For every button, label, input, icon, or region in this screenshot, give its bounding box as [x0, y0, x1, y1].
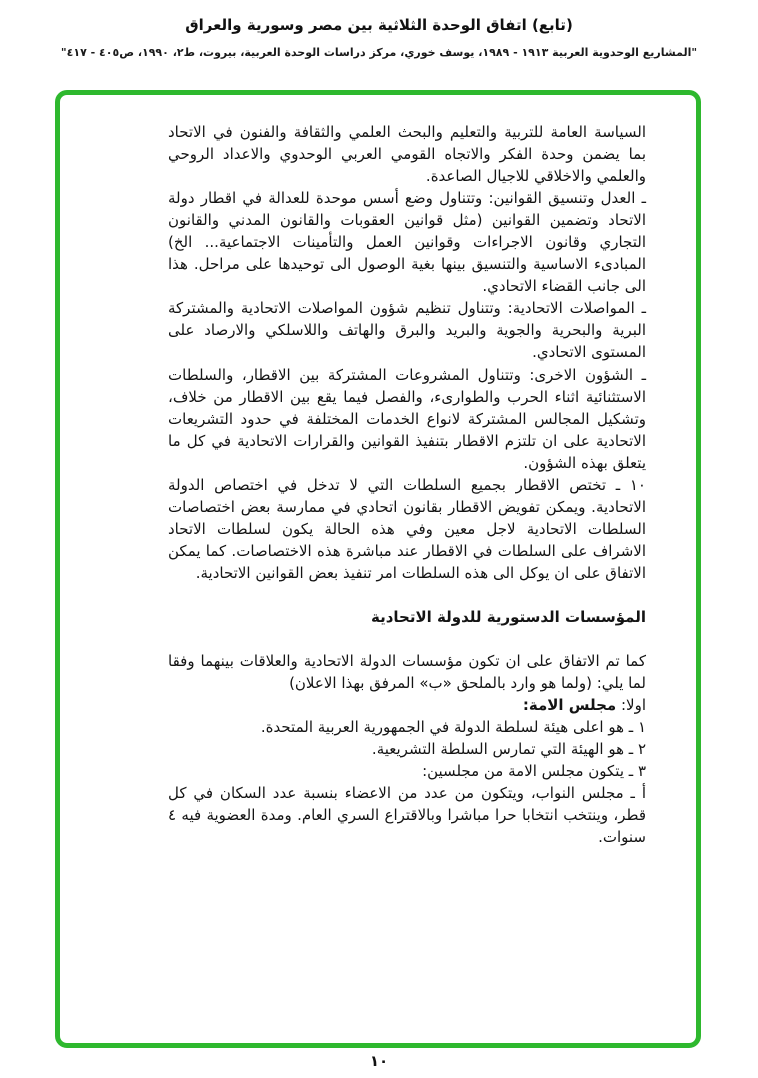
numbered-item-2: ٢ ـ هو الهيئة التي تمارس السلطة التشريعية.: [371, 740, 646, 759]
document-body: [60, 95, 696, 868]
section-heading-constitutional-institutions: المؤسسات الدستورية للدولة الاتحادية: [371, 607, 646, 626]
document-source-citation: "المشاريع الوحدوية العربية ١٩١٣ - ١٩٨٩، يوسف خوري، مركز دراسات الوحدة العربية، بيروت، ط٢، ١٩٩٠، ص٤٠٥ - ٤١٧": [60, 46, 698, 59]
numbered-item-1: ١ ـ هو اعلى هيئة لسلطة الدولة في الجمهورية العربية المتحدة.: [260, 718, 646, 737]
paragraph-other-affairs: ـ الشؤون الاخرى: وتتناول المشروعات المشتركة بين الاقطار، والسلطات الاستثنائية اثناء الحرب والطوارىء، والفصل فيما يقع بين الاقطار من خلاف، وتشكيل المجالس المشتركة لانواع الخدمات المختلفة في حدود التشريعات الاتحادية على ان تلتزم الاقطار بتنفيذ القوانين والقرارات الاتحادية في كل ما يتعلق بهذه الشؤون.: [168, 365, 646, 472]
numbered-item-3: ٣ ـ يتكون مجلس الامة من مجلسين:: [422, 762, 646, 781]
lettered-item-a-chamber-of-deputies: أ ـ مجلس النواب، ويتكون من عدد من الاعضاء بنسبة عدد السكان في كل قطر، وينتخب انتخابا حرا مباشرا وبالاقتراع السري العام. ومدة العضوية فيه ٤ سنوات.: [168, 784, 646, 847]
clause-label: اولا:: [620, 696, 646, 715]
paragraph-education-policy: السياسة العامة للتربية والتعليم والبحث العلمي والثقافة والفنون في الاتحاد بما يضمن وحدة الفكر والاتجاه القومي العربي الوحدوي والاعداد الروحي والعلمي والاخلاقي للاجيال الصاعدة.: [168, 123, 646, 186]
document-header: [0, 0, 758, 59]
document-footer: [0, 1052, 758, 1070]
page-number: ١٠: [369, 1052, 389, 1070]
green-content-frame: [55, 90, 701, 1048]
clause-title: مجلس الامة:: [522, 696, 617, 715]
paragraph-article-10: ١٠ ـ تختص الاقطار بجميع السلطات التي لا تدخل في اختصاص الدولة الاتحادية. ويمكن تفويض الاقطار بقانون اتحادي في ممارسة بعض اختصاصات السلطات الاتحادية لاجل معين وفي هذه الحالة يكون لسلطات الاتحاد الاشراف على السلطات في الاقطار عند مباشرة هذه الاختصاصات. كما يمكن الاتفاق على ان يوكل الى هذه السلطات امر تنفيذ بعض القوانين الاتحادية.: [168, 475, 646, 582]
clause-first-national-assembly: [168, 694, 646, 716]
paragraph-justice-laws: ـ العدل وتنسيق القوانين: وتتناول وضع أسس موحدة للعدالة في اقطار دولة الاتحاد وتضمين القوانين (مثل قوانين العقوبات والقانون المدني والقانون التجاري وقانون الاجراءات وقوانين العمل والتأمينات الاجتماعية... الخ) المبادىء الاساسية والتنسيق بينها بغية الوصول الى توحيدها على مراحل. هذا الى جانب القضاء الاتحادي.: [168, 189, 646, 296]
paragraph-federal-communications: ـ المواصلات الاتحادية: وتتناول تنظيم شؤون المواصلات الاتحادية والمشتركة البرية والبحرية والجوية والبريد والبرق والهاتف واللاسلكي والارصاد على المستوى الاتحادي.: [168, 299, 646, 362]
paragraph-agreement-institutions: كما تم الاتفاق على ان تكون مؤسسات الدولة الاتحادية والعلاقات بينهما وفقا لما يلي: (ولما هو وارد بالملحق «ب» المرفق بهذا الاعلان): [168, 652, 646, 693]
document-title: (تابع) اتفاق الوحدة الثلاثية بين مصر وسورية والعراق: [185, 16, 573, 34]
